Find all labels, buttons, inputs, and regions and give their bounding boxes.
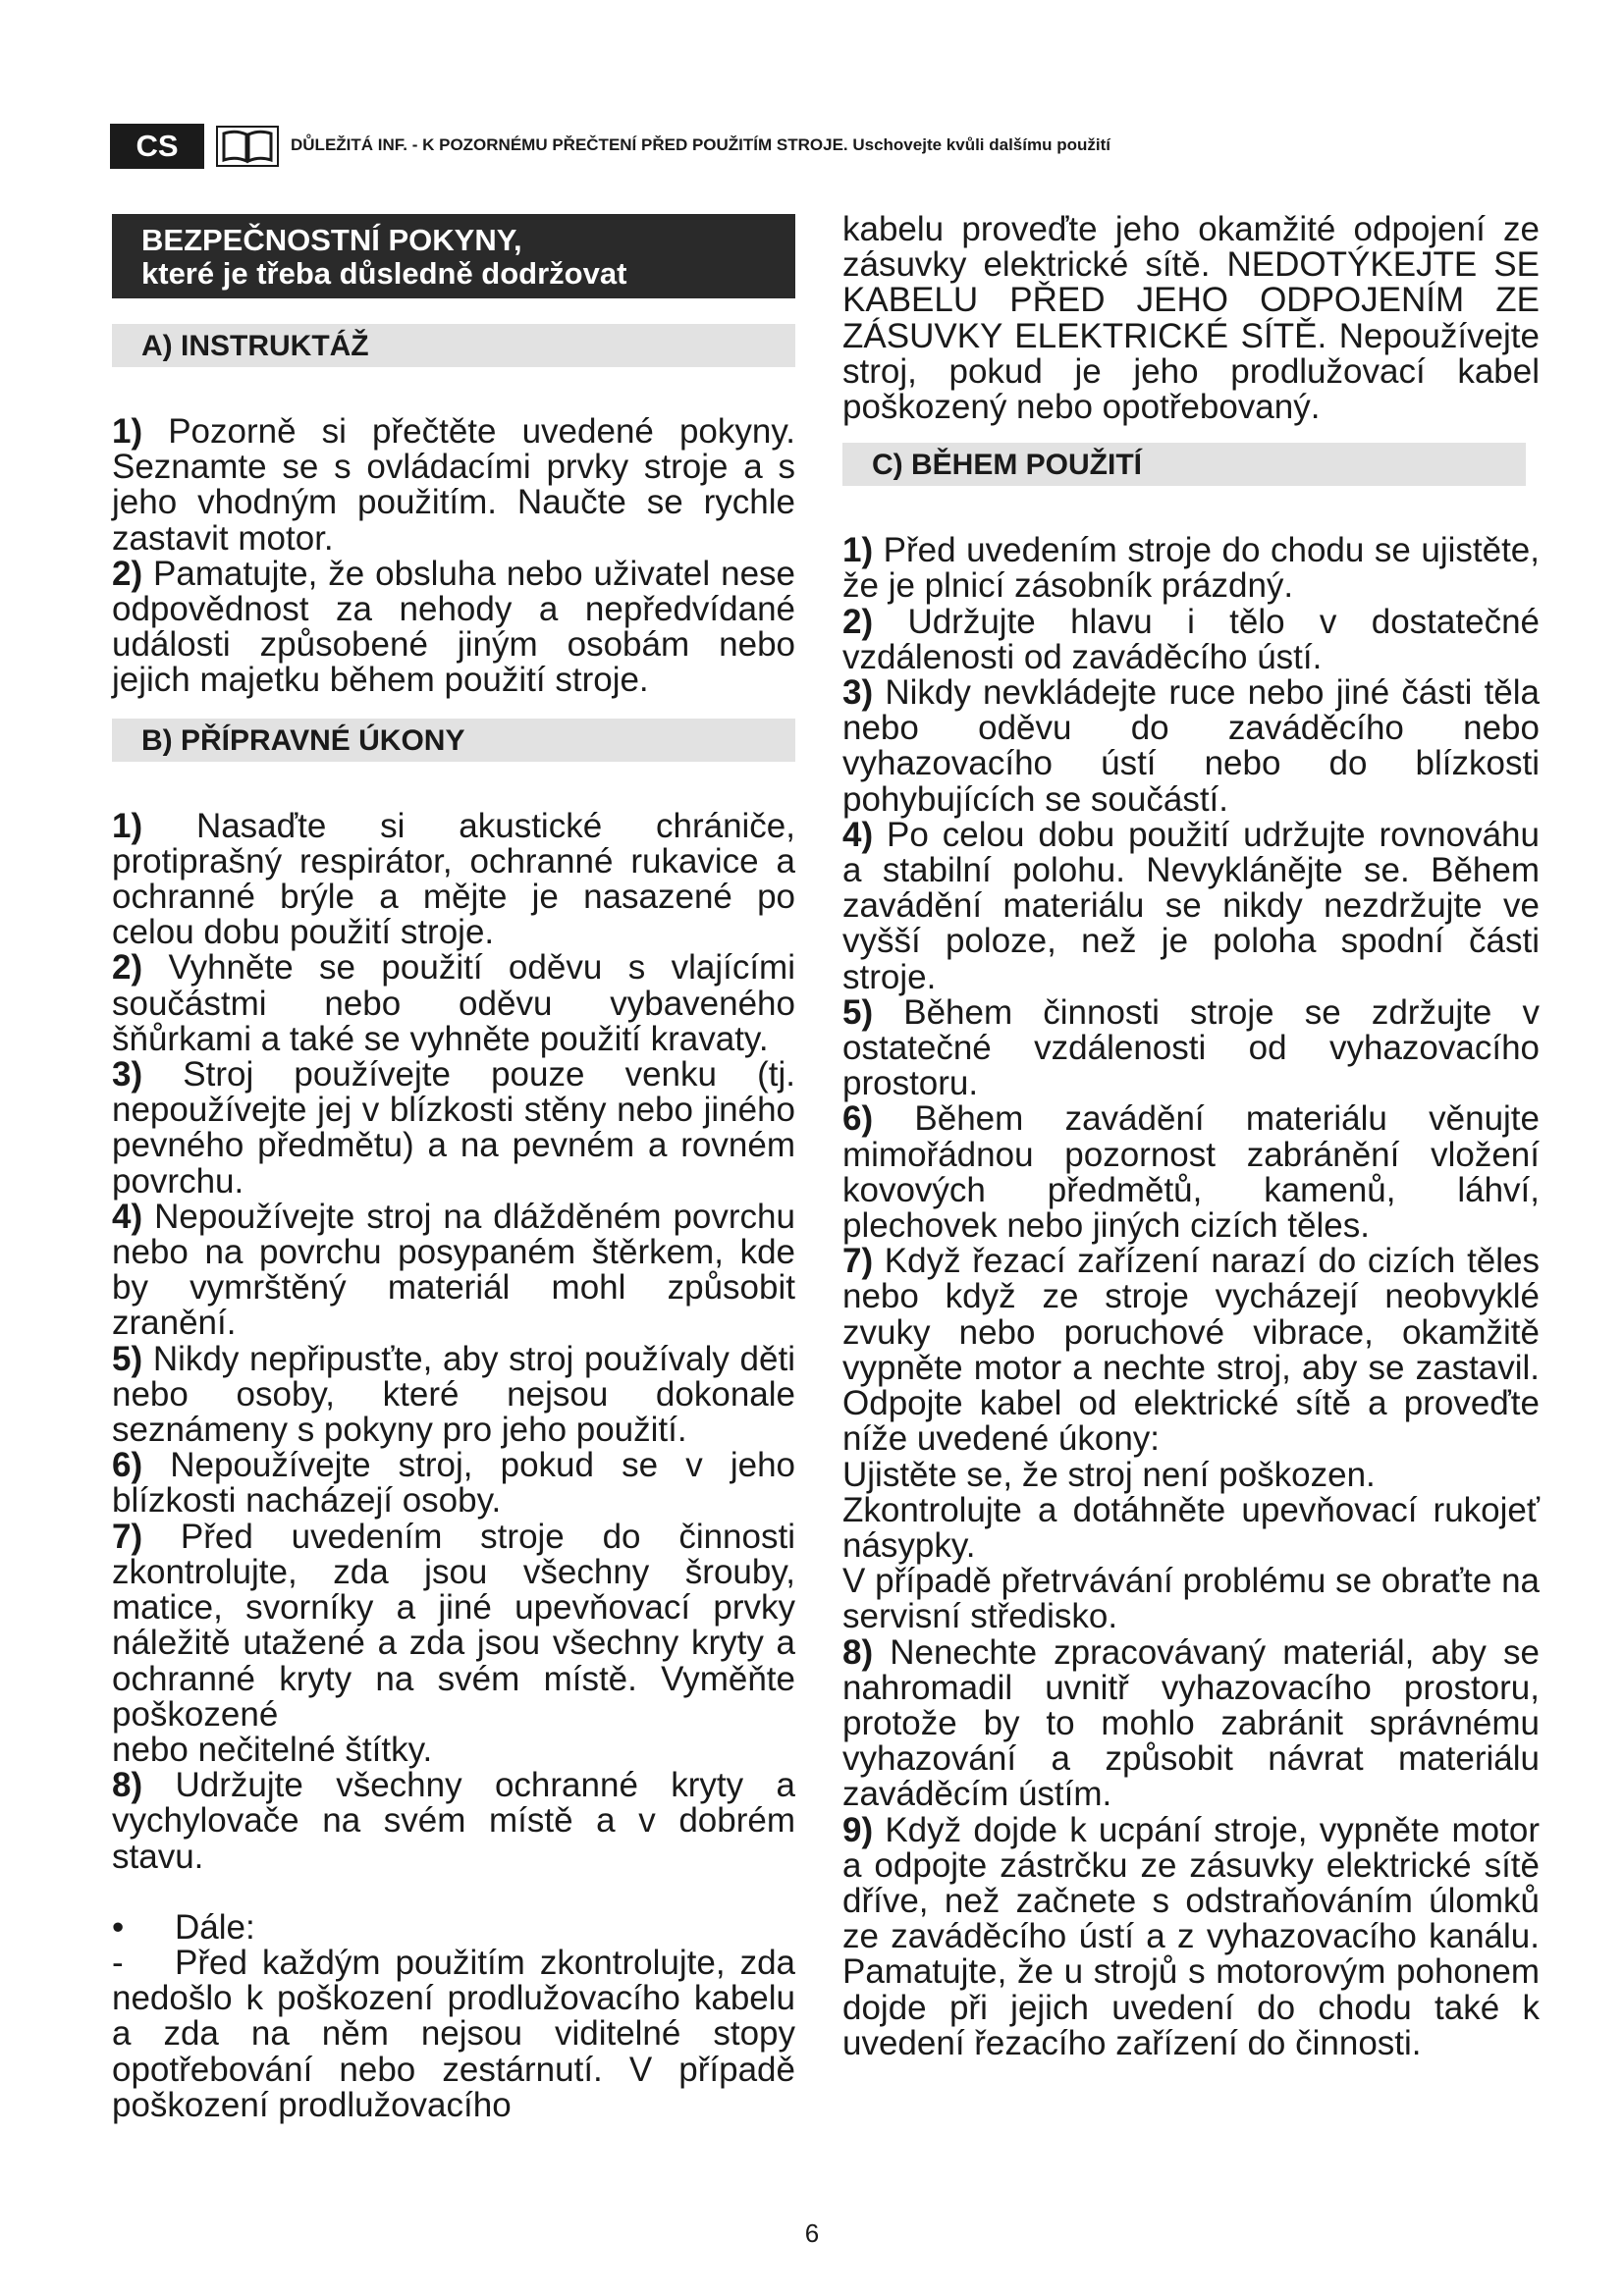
left-column (112, 214, 795, 2123)
list-item: 7) Když řezací zařízení narazí do cizích těles nebo když ze stroje vycházejí neobvyklé zvuky nebo poruchové vibrace, okamžitě vypněte motor a nechte stroj, aby se zastavil. Odpojte kabel od elektrické sítě a proveďte níže uvedené úkony: (842, 1242, 1540, 1459)
section-c-heading: C) BĚHEM POUŽITÍ (842, 443, 1526, 486)
list-item: 4) Po celou dobu použití udržujte rovnováhu a stabilní polohu. Nevyklánějte se. Během zavádění materiálu se nikdy nezdržujte ve vyšší poloze, než je poloha spodní části stroje. (842, 815, 1540, 996)
dash-text: Před každým použitím zkontrolujte, zda nedošlo k poškození prodlužovacího kabelu a zda na něm nejsou viditelné stopy opotřebování nebo zestárnutí. V případě poškození prodlužovacího (112, 1943, 795, 2124)
bullet-mark: • (112, 1907, 125, 1947)
list-item: 5) Nikdy nepřipusťte, aby stroj používaly děti nebo osoby, které nejsou dokonale seznámeny s pokyny pro jeho použití. (112, 1339, 795, 1450)
safety-title-line2: které je třeba důsledně dodržovat (141, 256, 627, 291)
list-item: 8) Nenechte zpracovávaný materiál, aby se nahromadil uvnitř vyhazovacího prostoru, protože by to mohlo zabránit správnému vyhazování a způsobit návrat materiálu zaváděcím ústím. (842, 1632, 1540, 1814)
bullet-item (112, 1907, 795, 1947)
page-header (110, 124, 1327, 169)
dash-mark: - (112, 1943, 124, 1982)
book-icon (216, 126, 279, 167)
continued-text: kabelu proveďte jeho okamžité odpojení ze zásuvky elektrické sítě. NEDOTÝKEJTE SE KABELU PŘED JEHO ODPOJENÍM ZE ZÁSUVKY ELEKTRICKÉ SÍTĚ. Nepoužívejte stroj, pokud je jeho prodlužovací kabel poškozený nebo opotřebovaný. (842, 210, 1540, 427)
bullet-text: Dále: (175, 1907, 255, 1947)
safety-title (112, 214, 795, 298)
list-item: 2) Pamatujte, že obsluha nebo uživatel nese odpovědnost za nehody a nepředvídané události způsobené jiným osobám nebo jejich majetku během použití stroje. (112, 554, 795, 700)
list-item: Zkontrolujte a dotáhněte upevňovací rukojeť násypky. (842, 1490, 1540, 1565)
list-item: 1) Pozorně si přečtěte uvedené pokyny. Seznamte se s ovládacími prvky stroje a s jeho vhodným použitím. Naučte se rychle zastavit motor. (112, 412, 795, 558)
list-item: 1) Nasaďte si akustické chrániče, protiprašný respirátor, ochranné rukavice a ochranné brýle a mějte je nasazené po celou dobu použití stroje. (112, 806, 795, 952)
right-column (842, 210, 1540, 2062)
list-item: 2) Udržujte hlavu i tělo v dostatečné vzdálenosti od zaváděcího ústí. (842, 602, 1540, 676)
list-item: Ujistěte se, že stroj není poškozen. (842, 1455, 1376, 1494)
list-item: 5) Během činnosti stroje se zdržujte v ostatečné vzdálenosti od vyhazovacího prostoru. (842, 992, 1540, 1103)
list-item: 6) Během zavádění materiálu věnujte mimořádnou pozornost zabránění vložení kovových předmětů, kamenů, láhví, plechovek nebo jiných cizích těles. (842, 1099, 1540, 1246)
list-item: 7) Před uvedením stroje do činnosti zkontrolujte, zda jsou všechny šrouby, matice, svorníky a jiné upevňovací prvky náležitě utažené a zda jsou všechny kryty a ochranné kryty na svém místě. Vyměňte poškozené (112, 1517, 795, 1734)
list-item: nebo nečitelné štítky. (112, 1730, 433, 1769)
list-item: 1) Před uvedením stroje do chodu se ujistěte, že je plnicí zásobník prázdný. (842, 531, 1540, 606)
list-item: 3) Nikdy nevkládejte ruce nebo jiné části těla nebo oděvu do zaváděcího nebo vyhazovacího ústí nebo do blízkosti pohybujících se součástí. (842, 673, 1540, 819)
page-number: 6 (804, 2218, 820, 2248)
list-item: 8) Udržujte všechny ochranné kryty a vychylovače na svém místě a v dobrém stavu. (112, 1766, 795, 1876)
header-text: DŮLEŽITÁ INF. - K POZORNÉMU PŘEČTENÍ PŘED POUŽITÍM STROJE. Uschovejte kvůli dalšímu použití (291, 135, 1110, 154)
list-item: 3) Stroj používejte pouze venku (tj. nepoužívejte jej v blízkosti stěny nebo jiného pevného předmětu) a na pevném a rovném povrchu. (112, 1055, 795, 1201)
safety-title-line1: BEZPEČNOSTNÍ POKYNY, (141, 223, 522, 257)
section-a-heading: A) INSTRUKTÁŽ (112, 324, 795, 367)
section-b-heading: B) PŘÍPRAVNÉ ÚKONY (112, 719, 795, 762)
list-item: V případě přetrvávání problému se obraťte na servisní středisko. (842, 1562, 1540, 1636)
list-item: 9) Když dojde k ucpání stroje, vypněte motor a odpojte zástrčku ze zásuvky elektrické sítě dříve, než začnete s odstraňováním úlomků ze zaváděcího ústí a z vyhazovacího kanálu. Pamatujte, že u strojů s motorovým pohonem dojde při jejich uvedení do chodu také k uvedení řezacího zařízení do činnosti. (842, 1810, 1540, 2062)
dash-item (112, 1943, 795, 2124)
list-item: 4) Nepoužívejte stroj na dlážděném povrchu nebo na povrchu posypaném štěrkem, kde by vymrštěný materiál mohl způsobit zranění. (112, 1197, 795, 1343)
list-item: 6) Nepoužívejte stroj, pokud se v jeho blízkosti nacházejí osoby. (112, 1446, 795, 1521)
language-badge: CS (110, 124, 204, 169)
list-item: 2) Vyhněte se použití oděvu s vlajícími součástmi nebo oděvu vybaveného šňůrkami a také se vyhněte použití kravaty. (112, 948, 795, 1058)
